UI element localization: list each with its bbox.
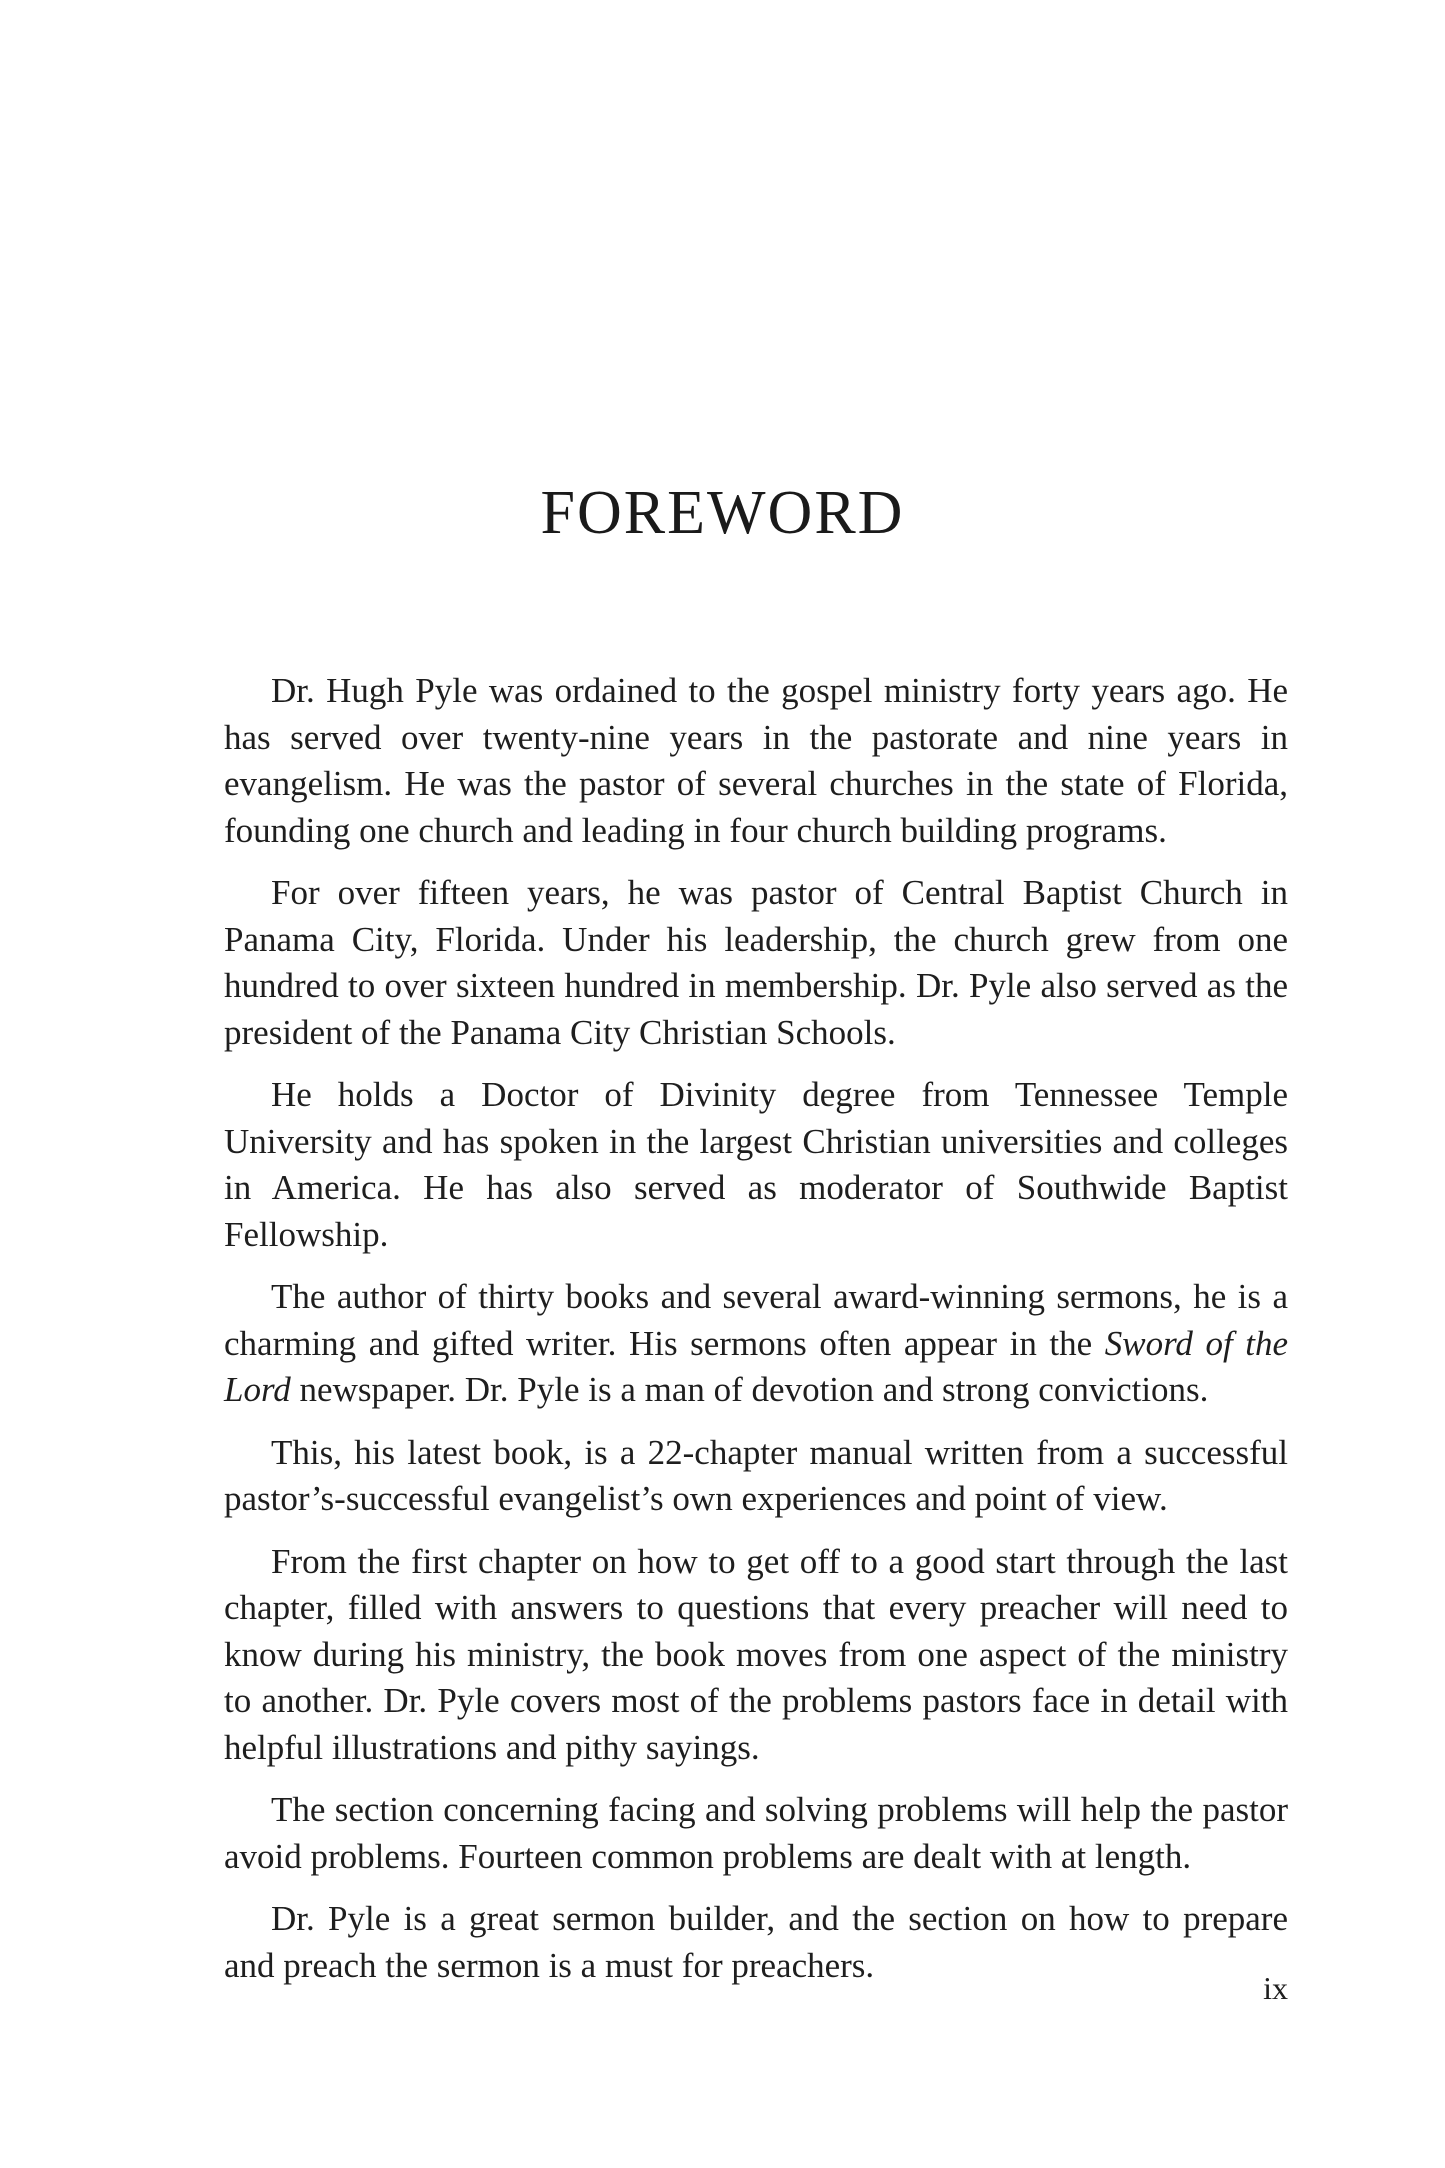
paragraph-1: Dr. Hugh Pyle was ordained to the gospel ministry forty years ago. He has served over twenty-nine years in the pastorate and nine years in evangelism. He was the pastor of several churches in the state of Florida, founding one church and leading in four church building programs. (224, 671, 1288, 850)
paragraph-2: For over fifteen years, he was pastor of Central Baptist Church in Panama City, Florida. Under his leadership, the church grew from one hundred to over sixteen hundred in membership. Dr. Pyle also served as the president of the Panama City Christian Schools. (224, 873, 1288, 1052)
page-title: FOREWORD (540, 479, 905, 547)
paragraph-4-after: newspaper. Dr. Pyle is a man of devotion and strong convictions. (290, 1370, 1209, 1409)
paragraph-4-italic-title: Sword of the Lord (224, 1323, 1288, 1409)
paragraph-6: From the first chapter on how to get off to a good start through the last chapter, filled with answers to questions that every preacher will need to know during his ministry, the book moves from one aspect of the ministry to another. Dr. Pyle covers most of the problems pastors face in detail with helpful illustrations and pithy sayings. (224, 1541, 1288, 1767)
paragraph-8: Dr. Pyle is a great sermon builder, and the section on how to prepare and preach the sermon is a must for preachers. (224, 1899, 1288, 1985)
paragraph-5: This, his latest book, is a 22-chapter manual written from a successful pastor’s-successful evangelist’s own experiences and point of view. (224, 1432, 1288, 1518)
paragraph-3: He holds a Doctor of Divinity degree from Tennessee Temple University and has spoken in the largest Christian universities and colleges in America. He has also served as moderator of Southwide Baptist Fellowship. (224, 1075, 1288, 1254)
paragraph-7: The section concerning facing and solving problems will help the pastor avoid problems. Fourteen common problems are dealt with at length. (224, 1790, 1288, 1876)
paragraph-4-before: The author of thirty books and several award-winning sermons, he is a charming and gifted writer. His sermons often appear in the (224, 1277, 1288, 1363)
page-number: ix (1263, 1970, 1288, 2006)
paragraph-4 (224, 1274, 1288, 1414)
foreword-body (224, 668, 1288, 2005)
